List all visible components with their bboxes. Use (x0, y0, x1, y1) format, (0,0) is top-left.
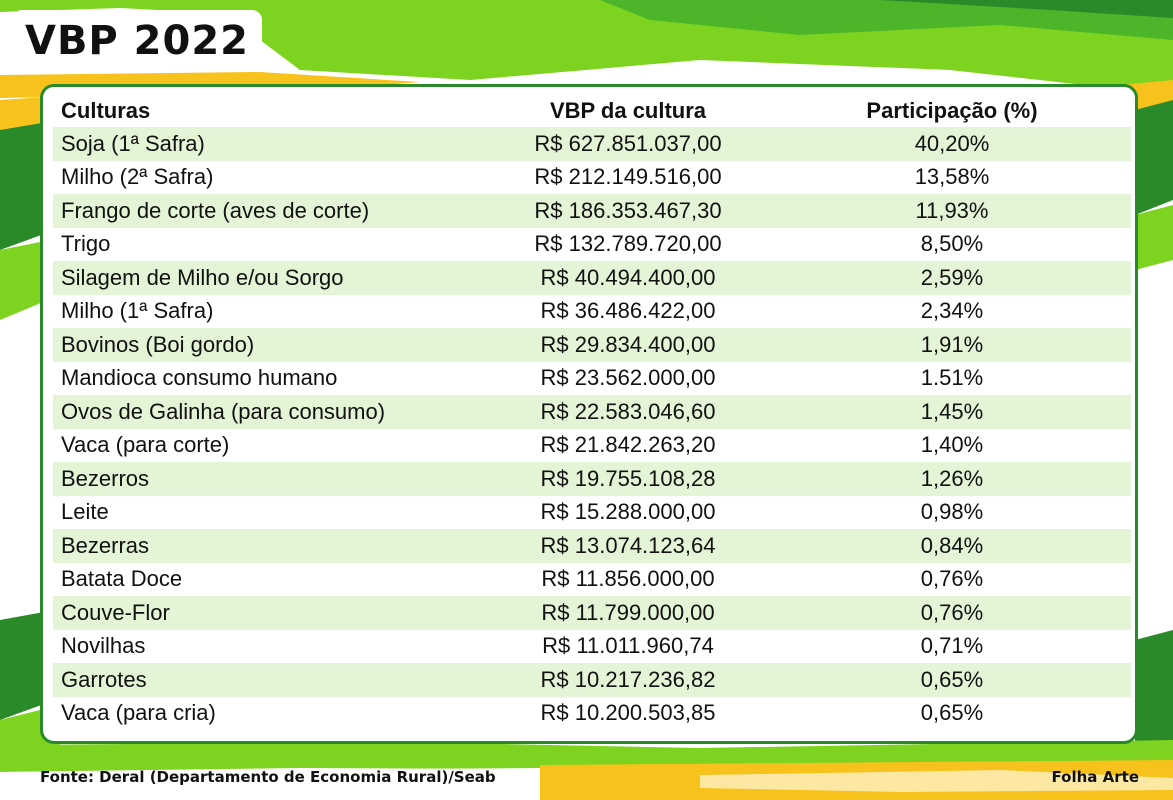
cell-vbp: R$ 23.562.000,00 (483, 362, 773, 396)
cell-vbp: R$ 11.856.000,00 (483, 563, 773, 597)
cell-cultura: Soja (1ª Safra) (53, 127, 483, 161)
cell-cultura: Milho (1ª Safra) (53, 295, 483, 329)
table-row (53, 362, 1131, 396)
cell-participacao: 0,84% (773, 529, 1131, 563)
cell-participacao: 1,91% (773, 328, 1131, 362)
cell-participacao: 0,65% (773, 663, 1131, 697)
table-row (53, 261, 1131, 295)
table-row (53, 228, 1131, 262)
cell-vbp: R$ 212.149.516,00 (483, 161, 773, 195)
cell-cultura: Ovos de Galinha (para consumo) (53, 395, 483, 429)
credit-note: Folha Arte (1051, 768, 1139, 786)
cell-vbp: R$ 40.494.400,00 (483, 261, 773, 295)
cell-participacao: 11,93% (773, 194, 1131, 228)
cell-cultura: Bezerras (53, 529, 483, 563)
cell-cultura: Batata Doce (53, 563, 483, 597)
cell-participacao: 1,45% (773, 395, 1131, 429)
cell-vbp: R$ 11.011.960,74 (483, 630, 773, 664)
table-header-row (53, 95, 1131, 127)
cell-cultura: Milho (2ª Safra) (53, 161, 483, 195)
cell-cultura: Novilhas (53, 630, 483, 664)
header-participacao: Participação (%) (866, 98, 1038, 123)
table-row (53, 161, 1131, 195)
cell-participacao: 0,76% (773, 596, 1131, 630)
table-row (53, 529, 1131, 563)
cell-vbp: R$ 15.288.000,00 (483, 496, 773, 530)
vbp-table (53, 95, 1131, 730)
cell-participacao: 0,65% (773, 697, 1131, 731)
cell-vbp: R$ 13.074.123,64 (483, 529, 773, 563)
table-row (53, 429, 1131, 463)
table-row (53, 596, 1131, 630)
cell-vbp: R$ 21.842.263,20 (483, 429, 773, 463)
cell-cultura: Leite (53, 496, 483, 530)
table-row (53, 630, 1131, 664)
cell-cultura: Vaca (para corte) (53, 429, 483, 463)
cell-vbp: R$ 29.834.400,00 (483, 328, 773, 362)
cell-vbp: R$ 22.583.046,60 (483, 395, 773, 429)
page-title: VBP 2022 (24, 18, 249, 64)
cell-participacao: 1,26% (773, 462, 1131, 496)
cell-participacao: 0,98% (773, 496, 1131, 530)
title-box (12, 10, 262, 72)
table-row (53, 395, 1131, 429)
source-note: Fonte: Deral (Departamento de Economia Rural)/Seab (40, 768, 496, 786)
cell-vbp: R$ 11.799.000,00 (483, 596, 773, 630)
table-card (40, 84, 1138, 744)
cell-participacao: 2,59% (773, 261, 1131, 295)
table-row (53, 194, 1131, 228)
cell-vbp: R$ 19.755.108,28 (483, 462, 773, 496)
cell-vbp: R$ 627.851.037,00 (483, 127, 773, 161)
cell-participacao: 2,34% (773, 295, 1131, 329)
cell-cultura: Bovinos (Boi gordo) (53, 328, 483, 362)
cell-cultura: Frango de corte (aves de corte) (53, 194, 483, 228)
cell-participacao: 0,76% (773, 563, 1131, 597)
table-row (53, 127, 1131, 161)
cell-cultura: Silagem de Milho e/ou Sorgo (53, 261, 483, 295)
cell-cultura: Couve-Flor (53, 596, 483, 630)
cell-cultura: Trigo (53, 228, 483, 262)
header-vbp: VBP da cultura (549, 98, 707, 123)
cell-vbp: R$ 10.217.236,82 (483, 663, 773, 697)
cell-participacao: 1.51% (773, 362, 1131, 396)
header-culturas: Culturas (61, 98, 151, 123)
cell-vbp: R$ 10.200.503,85 (483, 697, 773, 731)
cell-cultura: Mandioca consumo humano (53, 362, 483, 396)
table-row (53, 697, 1131, 731)
cell-participacao: 0,71% (773, 630, 1131, 664)
cell-participacao: 40,20% (773, 127, 1131, 161)
cell-vbp: R$ 186.353.467,30 (483, 194, 773, 228)
cell-participacao: 1,40% (773, 429, 1131, 463)
cell-cultura: Garrotes (53, 663, 483, 697)
cell-participacao: 13,58% (773, 161, 1131, 195)
table-row (53, 462, 1131, 496)
cell-vbp: R$ 132.789.720,00 (483, 228, 773, 262)
table-row (53, 563, 1131, 597)
cell-cultura: Bezerros (53, 462, 483, 496)
table-row (53, 328, 1131, 362)
table-row (53, 295, 1131, 329)
cell-vbp: R$ 36.486.422,00 (483, 295, 773, 329)
table-row (53, 496, 1131, 530)
table-row (53, 663, 1131, 697)
cell-participacao: 8,50% (773, 228, 1131, 262)
cell-cultura: Vaca (para cria) (53, 697, 483, 731)
